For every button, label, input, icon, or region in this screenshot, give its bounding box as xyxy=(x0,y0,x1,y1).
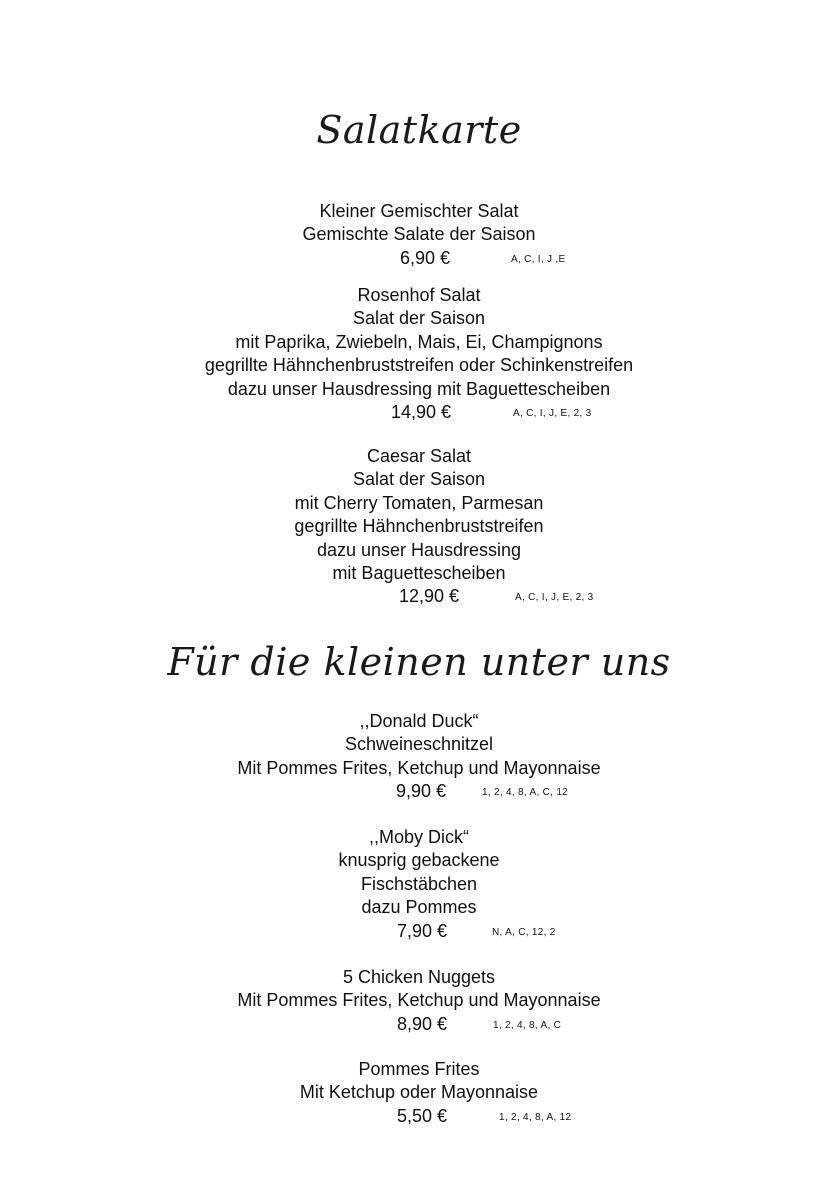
item-price: 9,90 € xyxy=(396,781,447,802)
item-allergens: A, C, I, J, E, 2, 3 xyxy=(513,408,592,420)
price-row xyxy=(0,247,838,271)
item-price: 14,90 € xyxy=(391,402,452,423)
menu-item-chicken-nuggets xyxy=(0,966,838,1037)
item-description: Salat der Saison xyxy=(352,308,486,329)
item-allergens: A, C, I, J, E, 2, 3 xyxy=(515,592,594,604)
item-allergens: A, C, I, J ,E xyxy=(511,253,566,265)
item-description: Salat der Saison xyxy=(352,469,486,490)
item-name: ,,Moby Dick“ xyxy=(368,827,469,847)
menu-item-kleiner-gemischter-salat xyxy=(0,200,838,271)
item-name: Pommes Frites xyxy=(358,1059,480,1079)
item-name: Kleiner Gemischter Salat xyxy=(319,201,519,221)
menu-item-moby-dick xyxy=(0,826,838,944)
section-title-salatkarte: Salatkarte xyxy=(316,108,522,152)
item-description: Mit Pommes Frites, Ketchup und Mayonnaise xyxy=(237,757,601,778)
item-description: Schweineschnitzel xyxy=(344,734,494,755)
item-allergens: 1, 2, 4, 8, A, C, 12 xyxy=(482,787,569,799)
item-description: gegrillte Hähnchenbruststreifen xyxy=(294,516,544,537)
item-price: 7,90 € xyxy=(397,920,448,941)
item-price: 8,90 € xyxy=(397,1013,448,1034)
item-description: Mit Pommes Frites, Ketchup und Mayonnaise xyxy=(237,990,601,1011)
price-row xyxy=(0,401,838,425)
item-description: mit Baguettescheiben xyxy=(332,563,506,584)
item-description: dazu Pommes xyxy=(361,897,477,918)
item-allergens: N, A, C, 12, 2 xyxy=(492,926,556,938)
item-description: dazu unser Hausdressing mit Baguettescheiben xyxy=(227,378,611,399)
price-row xyxy=(0,1105,838,1129)
item-allergens: 1, 2, 4, 8, A, 12 xyxy=(499,1111,572,1123)
item-allergens: 1, 2, 4, 8, A, C xyxy=(493,1019,562,1031)
item-description: dazu unser Hausdressing xyxy=(316,539,522,560)
item-price: 6,90 € xyxy=(400,247,451,268)
item-description: Mit Ketchup oder Mayonnaise xyxy=(299,1082,539,1103)
item-description: mit Paprika, Zwiebeln, Mais, Ei, Champignons xyxy=(235,331,603,352)
section-title-kinder: Für die kleinen unter uns xyxy=(167,640,671,684)
item-name: ,,Donald Duck“ xyxy=(359,711,479,731)
menu-item-donald-duck xyxy=(0,710,838,804)
menu-item-rosenhof-salat xyxy=(0,284,838,425)
price-row xyxy=(0,920,838,944)
menu-item-pommes-frites xyxy=(0,1058,838,1129)
item-description: gegrillte Hähnchenbruststreifen oder Schinkenstreifen xyxy=(204,355,634,376)
price-row xyxy=(0,780,838,804)
item-description: Fischstäbchen xyxy=(360,873,478,894)
item-name: 5 Chicken Nuggets xyxy=(342,967,496,987)
item-price: 5,50 € xyxy=(397,1105,448,1126)
item-description: Gemischte Salate der Saison xyxy=(302,224,536,245)
item-description: knusprig gebackene xyxy=(338,850,500,871)
item-description: mit Cherry Tomaten, Parmesan xyxy=(294,492,544,513)
item-name: Caesar Salat xyxy=(366,446,472,466)
price-row xyxy=(0,585,838,609)
menu-item-caesar-salat xyxy=(0,445,838,609)
item-name: Rosenhof Salat xyxy=(357,285,481,305)
price-row xyxy=(0,1013,838,1037)
item-price: 12,90 € xyxy=(399,586,460,607)
